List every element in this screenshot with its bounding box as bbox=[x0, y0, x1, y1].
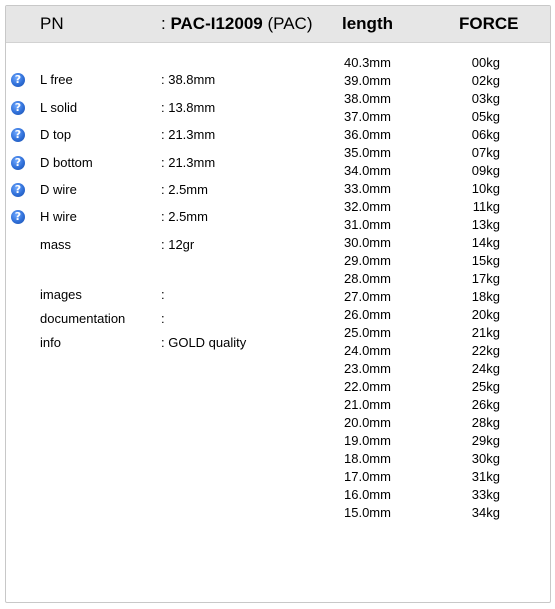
table-row bbox=[6, 145, 550, 163]
table-row bbox=[6, 271, 550, 289]
pn-suffix: (PAC) bbox=[262, 14, 313, 33]
spec-label: mass bbox=[40, 237, 72, 252]
help-icon[interactable]: ? bbox=[11, 210, 25, 224]
help-icon[interactable]: ? bbox=[11, 183, 25, 197]
force-cell: 09kg bbox=[471, 163, 500, 178]
help-icon[interactable]: ? bbox=[11, 128, 25, 142]
spec-value: : 12gr bbox=[161, 237, 195, 252]
length-cell: 29.0mm bbox=[344, 253, 391, 268]
length-cell: 23.0mm bbox=[344, 361, 391, 376]
force-cell: 31kg bbox=[471, 469, 500, 484]
force-cell: 29kg bbox=[471, 433, 500, 448]
table-row bbox=[6, 109, 550, 127]
force-cell: 06kg bbox=[471, 127, 500, 142]
table-row bbox=[6, 289, 550, 307]
length-cell: 25.0mm bbox=[344, 325, 391, 340]
help-icon[interactable]: ? bbox=[11, 73, 25, 87]
force-cell: 14kg bbox=[471, 235, 500, 250]
length-cell: 30.0mm bbox=[344, 235, 391, 250]
spec-label: D bottom bbox=[40, 155, 93, 170]
force-cell: 03kg bbox=[471, 91, 500, 106]
table-row bbox=[6, 469, 550, 487]
force-column-header: FORCE bbox=[459, 14, 519, 33]
spec-value: : 38.8mm bbox=[161, 72, 216, 87]
spec-value: : GOLD quality bbox=[161, 335, 247, 350]
length-cell: 16.0mm bbox=[344, 487, 391, 502]
pn-code: PAC-I12009 bbox=[170, 14, 263, 33]
table-row bbox=[6, 55, 550, 73]
table-row bbox=[6, 397, 550, 415]
table-row bbox=[6, 343, 550, 361]
length-cell: 22.0mm bbox=[344, 379, 391, 394]
force-cell: 20kg bbox=[471, 307, 500, 322]
spec-label: images bbox=[40, 287, 82, 302]
table-row bbox=[6, 379, 550, 397]
table-row bbox=[6, 253, 550, 271]
length-cell: 32.0mm bbox=[344, 199, 391, 214]
force-cell: 10kg bbox=[471, 181, 500, 196]
length-cell: 35.0mm bbox=[344, 145, 391, 160]
force-cell: 26kg bbox=[471, 397, 500, 412]
length-cell: 37.0mm bbox=[344, 109, 391, 124]
table-row bbox=[6, 181, 550, 199]
force-cell: 25kg bbox=[471, 379, 500, 394]
force-cell: 00kg bbox=[471, 55, 500, 70]
table-row bbox=[6, 91, 550, 109]
length-cell: 28.0mm bbox=[344, 271, 391, 286]
help-icon[interactable]: ? bbox=[11, 156, 25, 170]
force-cell: 24kg bbox=[471, 361, 500, 376]
help-icon[interactable]: ? bbox=[11, 101, 25, 115]
length-cell: 21.0mm bbox=[344, 397, 391, 412]
spec-value: : bbox=[161, 287, 165, 302]
force-cell: 28kg bbox=[471, 415, 500, 430]
spec-value: : 21.3mm bbox=[161, 155, 216, 170]
pn-prefix: : bbox=[161, 14, 171, 33]
table-row bbox=[6, 235, 550, 253]
force-cell: 11kg bbox=[472, 199, 500, 214]
length-cell: 38.0mm bbox=[344, 91, 391, 106]
table-row bbox=[6, 307, 550, 325]
force-cell: 05kg bbox=[471, 109, 500, 124]
table-row bbox=[6, 505, 550, 523]
spec-value: : 2.5mm bbox=[161, 182, 208, 197]
table-row bbox=[6, 163, 550, 181]
length-cell: 31.0mm bbox=[344, 217, 391, 232]
table-row bbox=[6, 199, 550, 217]
spec-label: L solid bbox=[40, 100, 78, 115]
spec-label: H wire bbox=[40, 209, 77, 224]
length-cell: 39.0mm bbox=[344, 73, 391, 88]
spec-label: L free bbox=[40, 72, 73, 87]
length-cell: 26.0mm bbox=[344, 307, 391, 322]
force-cell: 13kg bbox=[471, 217, 500, 232]
length-cell: 27.0mm bbox=[344, 289, 391, 304]
spec-label: info bbox=[40, 335, 61, 350]
spec-label: D wire bbox=[40, 182, 77, 197]
force-cell: 02kg bbox=[471, 73, 500, 88]
table-row bbox=[6, 415, 550, 433]
spec-label: D top bbox=[40, 127, 72, 142]
length-cell: 19.0mm bbox=[344, 433, 391, 448]
table-row bbox=[6, 361, 550, 379]
spec-value: : 13.8mm bbox=[161, 100, 216, 115]
length-cell: 18.0mm bbox=[344, 451, 391, 466]
table-row bbox=[6, 73, 550, 91]
table-row bbox=[6, 451, 550, 469]
force-cell: 18kg bbox=[471, 289, 500, 304]
length-cell: 33.0mm bbox=[344, 181, 391, 196]
table-row bbox=[6, 217, 550, 235]
spec-value: : bbox=[161, 311, 165, 326]
length-cell: 40.3mm bbox=[344, 55, 391, 70]
table-row bbox=[6, 325, 550, 343]
force-cell: 21kg bbox=[471, 325, 500, 340]
force-cell: 33kg bbox=[471, 487, 500, 502]
table-header bbox=[6, 6, 550, 43]
length-cell: 17.0mm bbox=[344, 469, 391, 484]
pn-value bbox=[161, 14, 313, 34]
spec-label: documentation bbox=[40, 311, 126, 326]
table-row bbox=[6, 433, 550, 451]
force-cell: 17kg bbox=[471, 271, 500, 286]
force-cell: 15kg bbox=[471, 253, 500, 268]
spec-value: : 21.3mm bbox=[161, 127, 216, 142]
length-cell: 15.0mm bbox=[344, 505, 391, 520]
force-cell: 22kg bbox=[471, 343, 500, 358]
spring-spec-panel bbox=[5, 5, 551, 603]
force-cell: 07kg bbox=[471, 145, 500, 160]
force-cell: 30kg bbox=[471, 451, 500, 466]
table-row bbox=[6, 127, 550, 145]
force-table bbox=[6, 55, 550, 523]
force-cell: 34kg bbox=[471, 505, 500, 520]
length-cell: 34.0mm bbox=[344, 163, 391, 178]
table-row bbox=[6, 487, 550, 505]
length-cell: 24.0mm bbox=[344, 343, 391, 358]
length-column-header: length bbox=[342, 14, 393, 33]
spec-value: : 2.5mm bbox=[161, 209, 208, 224]
length-cell: 20.0mm bbox=[344, 415, 391, 430]
pn-label: PN bbox=[40, 14, 64, 33]
length-cell: 36.0mm bbox=[344, 127, 391, 142]
